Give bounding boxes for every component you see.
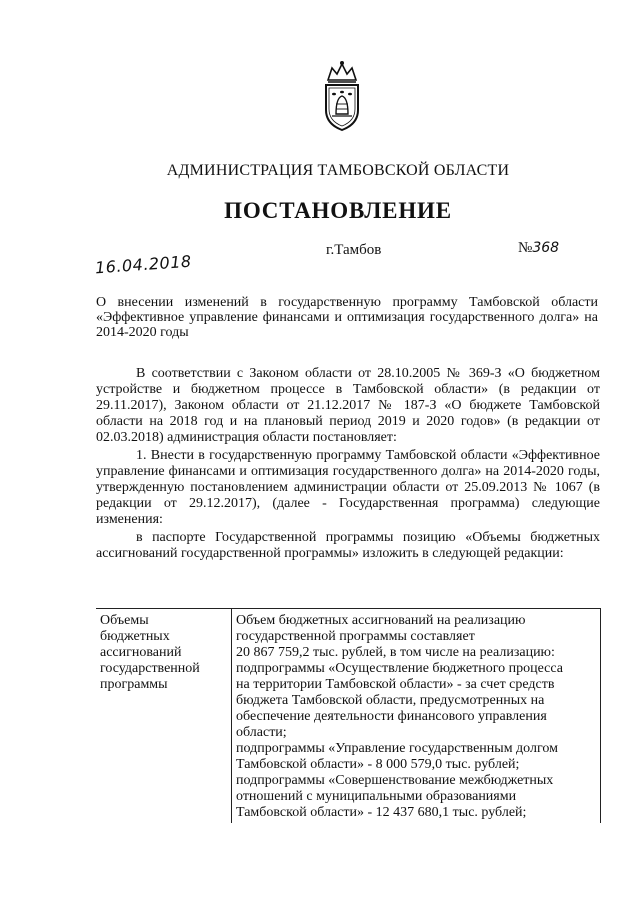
passport-table [96,608,601,823]
value-line: Тамбовской области» - 12 437 680,1 тыс. рублей; [236,805,527,820]
number-value: 368 [532,240,560,256]
table-cell-value [232,609,601,824]
value-line: Объем бюджетных ассигнований на реализацию [236,613,526,628]
value-line: обеспечение деятельности финансового управления [236,709,547,724]
value-line: государственной программы составляет [236,629,475,644]
label-line: Объемы [100,613,149,628]
number-prefix: № [518,240,533,256]
paragraph-item-1: 1. Внести в государственную программу Тамбовской области «Эффективное управление финансами и оптимизация государственного долга» на 2014-2020 годы, утвержденную постановлением администрации области от 25.09.2013 № 1067 (в редакции от 29.12.2017), (далее - Государственная программа) следующие изменения: [96,448,600,527]
label-line: государственной [100,661,200,676]
paragraph-legal-basis: В соответствии с Законом области от 28.10.2005 № 369-З «О бюджетном устройстве и бюджетном процессе в Тамбовской области» (в редакции от 29.11.2017), Законом области от 21.12.2017 № 187-З «О бюджете Тамбовской области на 2018 год и на плановый период 2019 и 2020 годов» (в редакции от 02.03.2018) администрация области постановляет: [96,366,600,445]
value-line: бюджета Тамбовской области, предусмотренных на [236,693,545,708]
document-subject: О внесении изменений в государственную программу Тамбовской области «Эффективное управление финансами и оптимизация государственного долга» на 2014-2020 годы [96,295,598,340]
value-line: подпрограммы «Совершенствование межбюджетных [236,773,554,788]
table-row [96,609,601,824]
tambov-coat-of-arms-icon [318,58,366,136]
table-cell-label [96,609,232,824]
value-line: Тамбовской области» - 8 000 579,0 тыс. рублей; [236,757,520,772]
value-line: 20 867 759,2 тыс. рублей, в том числе на реализацию: [236,645,555,660]
label-line: ассигнований [100,645,182,660]
value-line: области; [236,725,287,740]
value-line: отношений с муниципальными образованиями [236,789,517,804]
value-line: подпрограммы «Осуществление бюджетного процесса [236,661,563,676]
document-type: ПОСТАНОВЛЕНИЕ [224,198,452,223]
agency-name: АДМИНИСТРАЦИЯ ТАМБОВСКОЙ ОБЛАСТИ [166,162,510,179]
label-line: бюджетных [100,629,170,644]
value-line: подпрограммы «Управление государственным долгом [236,741,558,756]
document-number [518,240,559,257]
label-line: программы [100,677,168,692]
document-city: г.Тамбов [326,242,382,258]
value-line: на территории Тамбовской области» - за счет средств [236,677,555,692]
document-date: 16.04.2018 [94,251,193,278]
document-body [96,366,600,564]
paragraph-passport-change: в паспорте Государственной программы позицию «Объемы бюджетных ассигнований государственной программы» изложить в следующей редакции: [96,530,600,561]
